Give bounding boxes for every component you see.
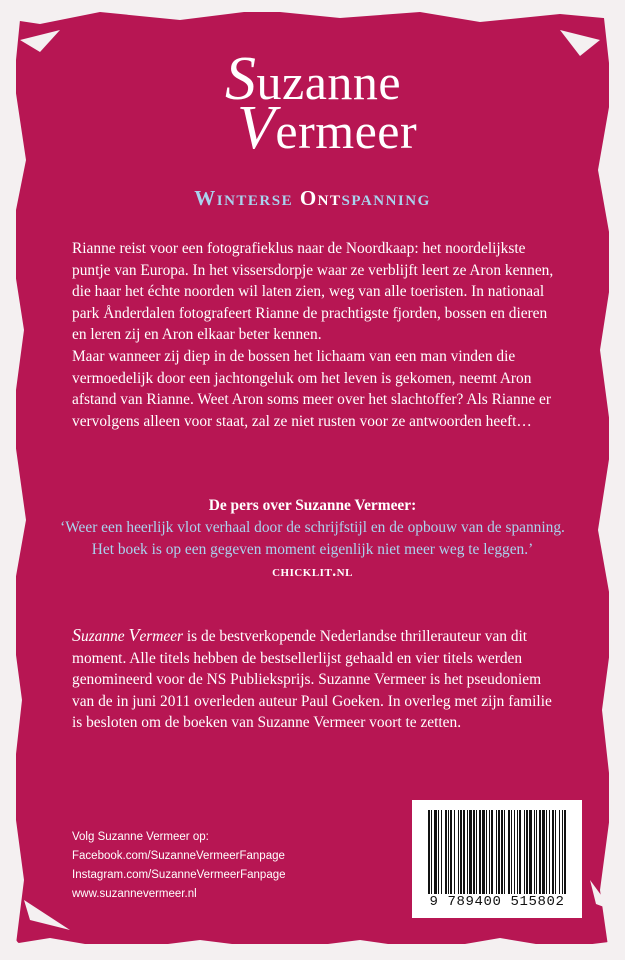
book-subtitle: Winterse Ontspanning [194,186,431,210]
blurb-paragraph-1: Rianne reist voor een fotografieklus naar de Noordkaap: het noordelijkste puntje van Europa. In het vissersdorpje waar ze verblijft leert ze Aron kennen, die haar het échte noorden wil laten zien, weg van alle toeristen. In nationaal park Ånderdalen fotografeert Rianne de prachtigste fjorden, bossen en dieren en leren zij en Aron elkaar beter kennen. [72,240,554,344]
barcode-bars [428,810,566,894]
author-logo [225,45,465,162]
author-last-name: Vermeer [237,94,418,162]
bio-text: is de bestverkopende Nederlandse thrillerauteur van dit moment. Alle titels hebben de bestsellerlijst gehaald en vier titels werden genomineerd voor de NS Publieksprijs. Suzanne Vermeer is het pseudoniem van de in juni 2011 overleden auteur Paul Goeken. In overleg met zijn familie is besloten om de boeken van Suzanne Vermeer voort te zetten. [72,628,552,732]
blurb-text [72,238,562,432]
facebook-link: Facebook.com/SuzanneVermeerFanpage [72,850,285,862]
author-bio [72,625,564,734]
instagram-link: Instagram.com/SuzanneVermeerFanpage [72,869,286,881]
website-link: www.suzannevermeer.nl [72,888,197,900]
barcode [412,800,582,918]
press-source: chicklit.nl [272,563,353,580]
blurb-paragraph-2: Maar wanneer zij diep in de bossen het lichaam van een man vinden die vermoedelijk door een jachtongeluk om het leven is gekomen, neemt Aron afstand van Rianne. Weet Aron soms meer over het slachtoffer? Als Rianne er vervolgens alleen voor staat, zal ze niet rusten voor ze antwoorden heeft… [72,347,552,430]
bio-author-name: Suzanne Vermeer [72,625,184,645]
press-quote: ‘Weer een heerlijk vlot verhaal door de schrijfstijl en de opbouw van de spanning. Het boek is op een gegeven moment eigenlijk niet meer weg te leggen.’ chicklit.nl [60,519,565,580]
social-links [72,828,372,904]
press-section [50,495,575,583]
author-first-name: Suzanne [225,45,402,113]
isbn-number: 9 789400 515802 [429,894,565,910]
follow-label: Volg Suzanne Vermeer op: [72,831,209,843]
press-heading: De pers over Suzanne Vermeer: [208,497,417,514]
